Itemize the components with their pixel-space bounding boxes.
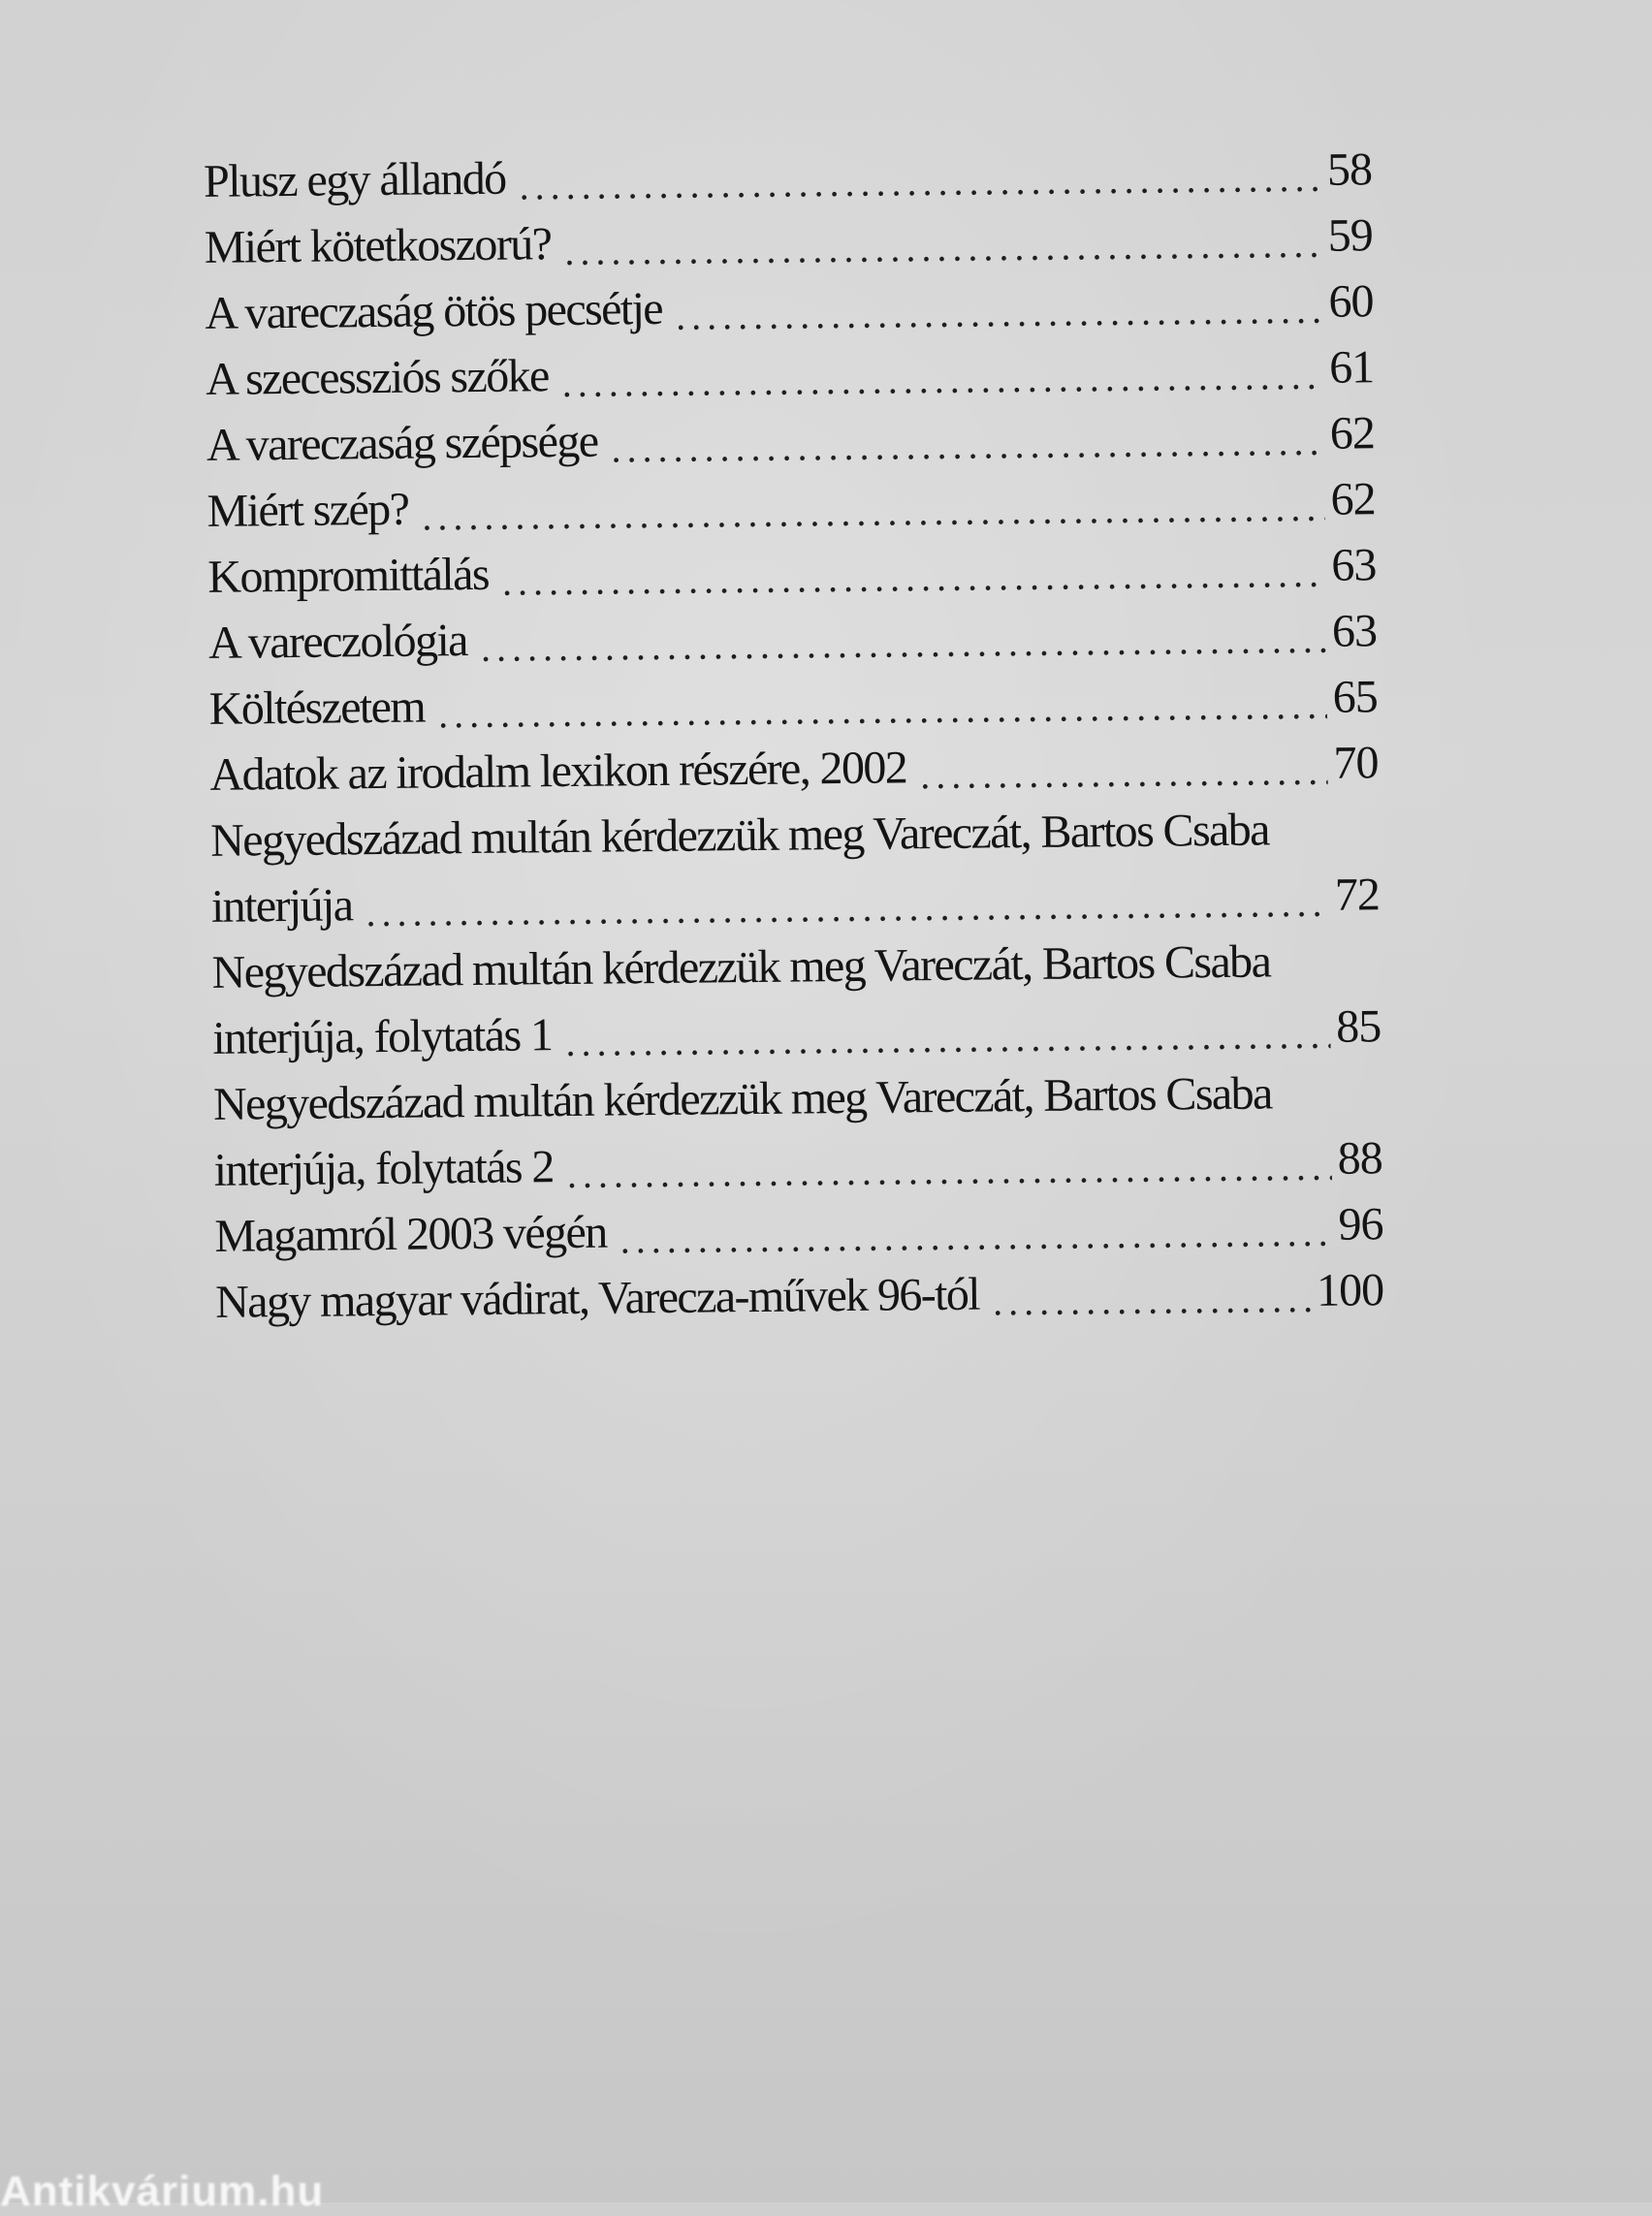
toc-entry: [204, 142, 1373, 209]
toc-entry-title: Nagy magyar vádirat, Varecza-művek 96-tól: [214, 1268, 980, 1328]
toc-entry-title: Miért kötetkoszorú?: [204, 218, 552, 273]
toc-entry-line: [212, 999, 1382, 1066]
dot-leader: [611, 423, 1324, 469]
toc-page-number: 96: [1338, 1198, 1383, 1250]
toc-entry-title: interjúja, folytatás 1: [212, 1009, 553, 1064]
toc-page-number: 61: [1328, 341, 1375, 394]
toc-entry-title: A szecessziós szőke: [205, 350, 549, 405]
dot-leader: [565, 1016, 1330, 1062]
toc-entry-title: interjúja, folytatás 2: [213, 1141, 555, 1196]
dot-leader: [481, 620, 1327, 668]
toc-entry-line: [209, 736, 1379, 803]
toc-entry: [206, 472, 1376, 539]
toc-page-number: 70: [1333, 737, 1379, 789]
toc-page-number: 63: [1331, 539, 1377, 591]
toc-page-number: 62: [1329, 407, 1376, 459]
toc-entry: [206, 406, 1376, 473]
toc-entry: [210, 802, 1380, 934]
toc-entry-title: interjúja: [210, 879, 353, 933]
dot-leader: [676, 291, 1323, 336]
dot-leader: [620, 1214, 1332, 1260]
toc-entry-title: Plusz egy állandó: [203, 152, 506, 207]
toc-page-number: 63: [1331, 605, 1378, 657]
toc-entry-title: Adatok az irodalm lexikon részére, 2002: [209, 742, 907, 801]
toc-page-number: 85: [1335, 1000, 1382, 1053]
watermark: Antikvárium.hu: [0, 2168, 325, 2215]
toc-entry-line: [206, 472, 1376, 539]
toc-entry: [209, 736, 1379, 803]
toc-entry-title: Költészetem: [208, 681, 426, 735]
toc-entry-title-line: Negyedszázad multán kérdezzük meg Vareczát, Bartos Csaba: [209, 804, 1270, 867]
toc-entry-line: [205, 208, 1374, 275]
toc-page-number: 88: [1337, 1132, 1382, 1185]
dot-leader: [422, 489, 1325, 537]
toc-entry-line: [208, 604, 1378, 671]
toc-entry-title: A vareczológia: [207, 615, 468, 669]
toc-entry-line: [207, 538, 1377, 605]
dot-leader: [567, 1148, 1332, 1194]
toc-entry: [205, 274, 1374, 341]
dot-leader: [920, 752, 1328, 795]
toc-entry: [205, 208, 1374, 275]
toc-entry: [208, 670, 1378, 737]
toc-page-number: 65: [1332, 671, 1378, 723]
toc-entry: [214, 1197, 1383, 1264]
toc-page-number: 60: [1328, 275, 1374, 328]
toc-entry-title: Miért szép?: [206, 483, 409, 537]
toc-entry-line: [214, 1197, 1383, 1264]
toc-entry-line: [206, 340, 1375, 407]
toc-page-number: 72: [1334, 869, 1381, 921]
toc-entry: [211, 934, 1381, 1066]
toc-entry: [215, 1263, 1384, 1330]
toc-entry-title: A vareczaság szépsége: [206, 415, 598, 471]
dot-leader: [519, 159, 1321, 206]
toc-entry-line: [205, 274, 1374, 341]
dot-leader: [438, 686, 1327, 735]
toc-page-number: 59: [1327, 209, 1374, 262]
toc-entry-line: [208, 670, 1378, 737]
dot-leader: [993, 1280, 1312, 1321]
dot-leader: [365, 884, 1329, 933]
toc-entry: [207, 538, 1377, 605]
toc-entry-title: Kompromittálás: [207, 548, 490, 603]
toc-entry-line: [215, 1263, 1384, 1330]
dot-leader: [564, 225, 1322, 271]
toc-entry: [206, 340, 1375, 407]
toc-page-number: 58: [1326, 143, 1373, 196]
toc-entry-title: Magamról 2003 végén: [214, 1206, 607, 1262]
toc-page-number: 100: [1316, 1264, 1384, 1316]
toc-entry: [213, 1065, 1382, 1198]
dot-leader: [502, 554, 1326, 602]
toc-entry-line: [206, 406, 1376, 473]
toc-entry-line: [204, 142, 1373, 209]
toc-entry-title: A vareczaság ötös pecsétje: [205, 282, 663, 339]
dot-leader: [562, 357, 1324, 403]
toc-entry-title-line: Negyedszázad multán kérdezzük meg Vareczát, Bartos Csaba: [212, 1067, 1272, 1130]
toc-entry-line: [211, 868, 1381, 934]
toc-page-number: 62: [1330, 473, 1376, 525]
toc-entry-title-line: Negyedszázad multán kérdezzük meg Vareczát, Bartos Csaba: [211, 935, 1271, 998]
toc-entry: [208, 604, 1378, 671]
toc-entry-line: [213, 1131, 1382, 1198]
